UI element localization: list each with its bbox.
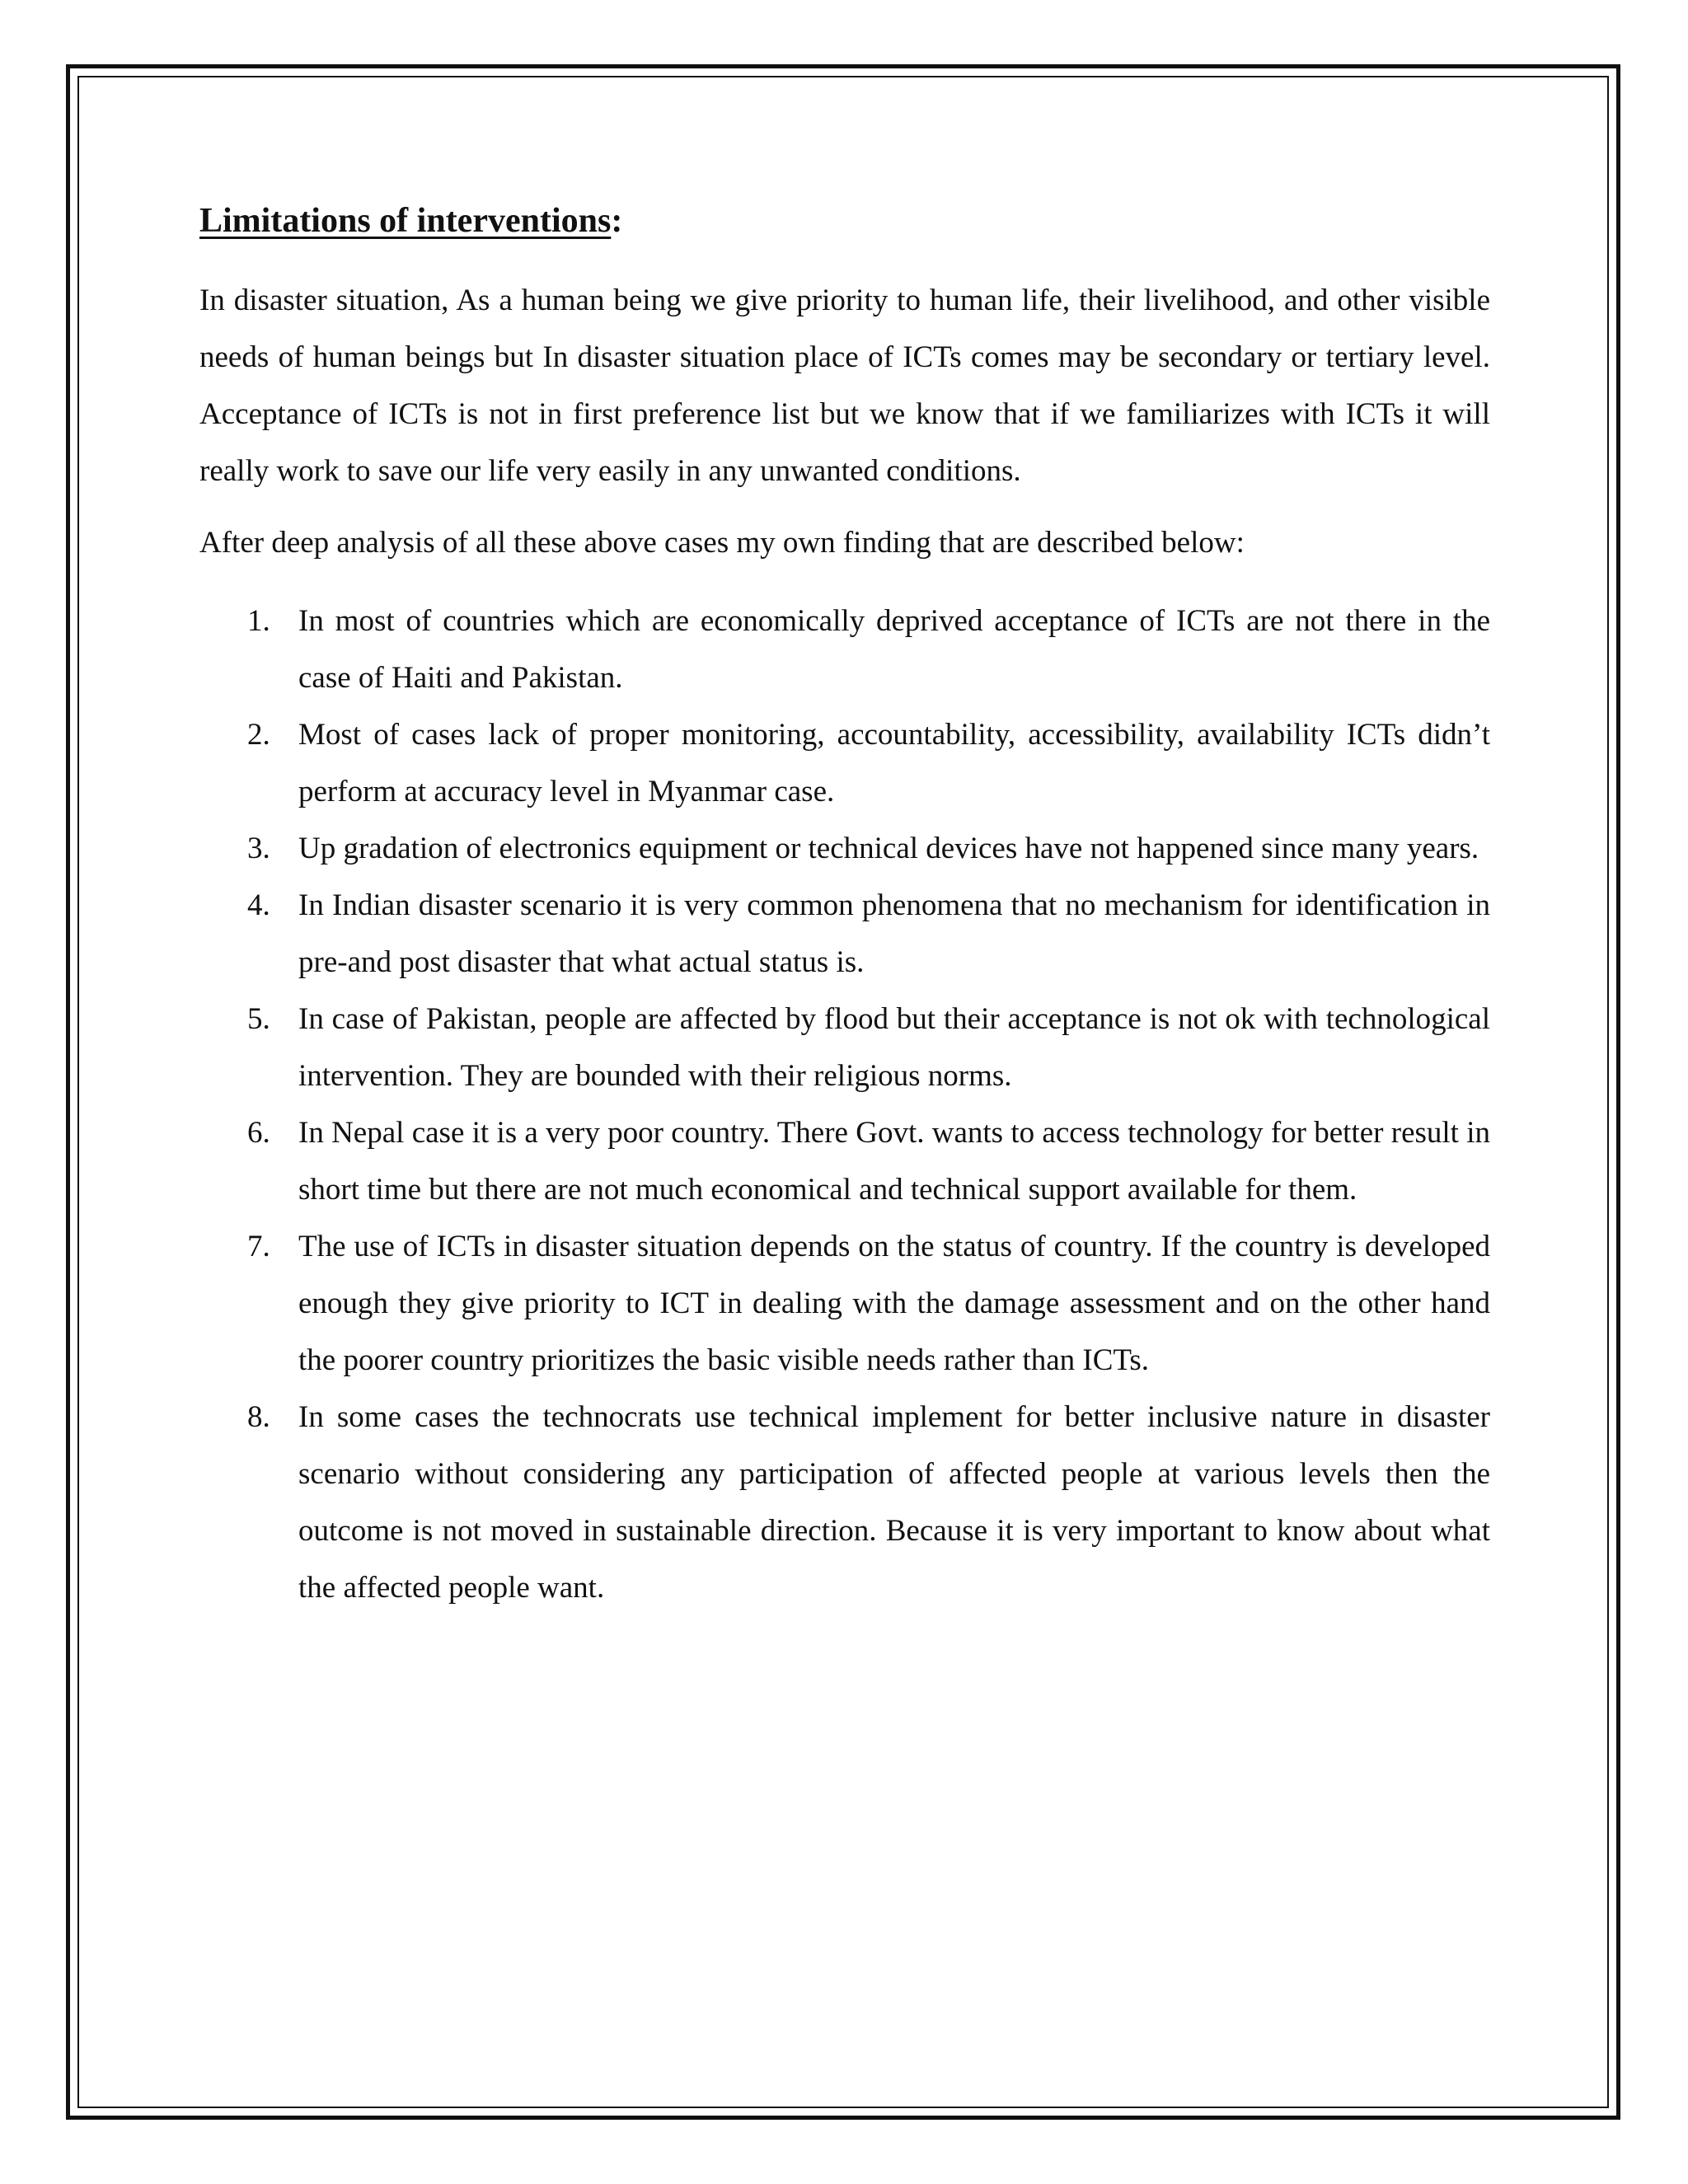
finding-text: In Indian disaster scenario it is very common phenomena that no mechanism for identification in pre-and post disaster that what actual status is. — [298, 888, 1490, 979]
finding-number: 1. — [247, 604, 270, 638]
findings-intro: After deep analysis of all these above cases my own finding that are described below: — [199, 526, 1245, 560]
document-body — [199, 191, 1490, 1616]
finding-text: In Nepal case it is a very poor country. There Govt. wants to access technology for better result in short time but there are not much economical and technical support available for them. — [298, 1116, 1490, 1207]
finding-number: 3. — [247, 832, 270, 865]
finding-number: 5. — [247, 1002, 270, 1036]
finding-item — [199, 877, 1490, 991]
section-heading-colon: : — [611, 202, 623, 240]
finding-number: 8. — [247, 1400, 270, 1434]
finding-number: 2. — [247, 718, 270, 752]
section-heading — [199, 191, 1490, 251]
finding-item — [199, 1389, 1490, 1616]
findings-list — [199, 593, 1490, 1616]
finding-text: Most of cases lack of proper monitoring, accountability, accessibility, availability ICTs didn’t perform at accuracy level in Myanmar case. — [298, 718, 1490, 808]
finding-item — [199, 593, 1490, 706]
finding-text: Up gradation of electronics equipment or technical devices have not happened since many years. — [298, 832, 1479, 865]
finding-number: 6. — [247, 1116, 270, 1150]
finding-item — [199, 991, 1490, 1104]
finding-text: In case of Pakistan, people are affected by flood but their acceptance is not ok with technological intervention. They are bounded with their religious norms. — [298, 1002, 1490, 1093]
finding-text: In some cases the technocrats use technical implement for better inclusive nature in disaster scenario without considering any participation of affected people at various levels then the outcome is not moved in sustainable direction. Because it is very important to know about what the affected people want. — [298, 1400, 1490, 1605]
finding-text: In most of countries which are economically deprived acceptance of ICTs are not there in the case of Haiti and Pakistan. — [298, 604, 1490, 695]
section-heading-text: Limitations of interventions — [199, 202, 612, 240]
finding-text: The use of ICTs in disaster situation depends on the status of country. If the country is developed enough they give priority to ICT in dealing with the damage assessment and on the other hand the poorer country prioritizes the basic visible needs rather than ICTs. — [298, 1230, 1490, 1377]
finding-number: 7. — [247, 1230, 270, 1263]
finding-item — [199, 1104, 1490, 1218]
finding-item — [199, 820, 1490, 877]
intro-paragraph: In disaster situation, As a human being we give priority to human life, their livelihood, and other visible needs of human beings but In disaster situation place of ICTs comes may be secondary or tertiary level. Acceptance of ICTs is not in first preference list but we know that if we familiarizes with ICTs it will really work to save our life very easily in any unwanted conditions. — [199, 284, 1490, 488]
finding-item — [199, 1218, 1490, 1389]
finding-number: 4. — [247, 888, 270, 922]
finding-item — [199, 706, 1490, 820]
